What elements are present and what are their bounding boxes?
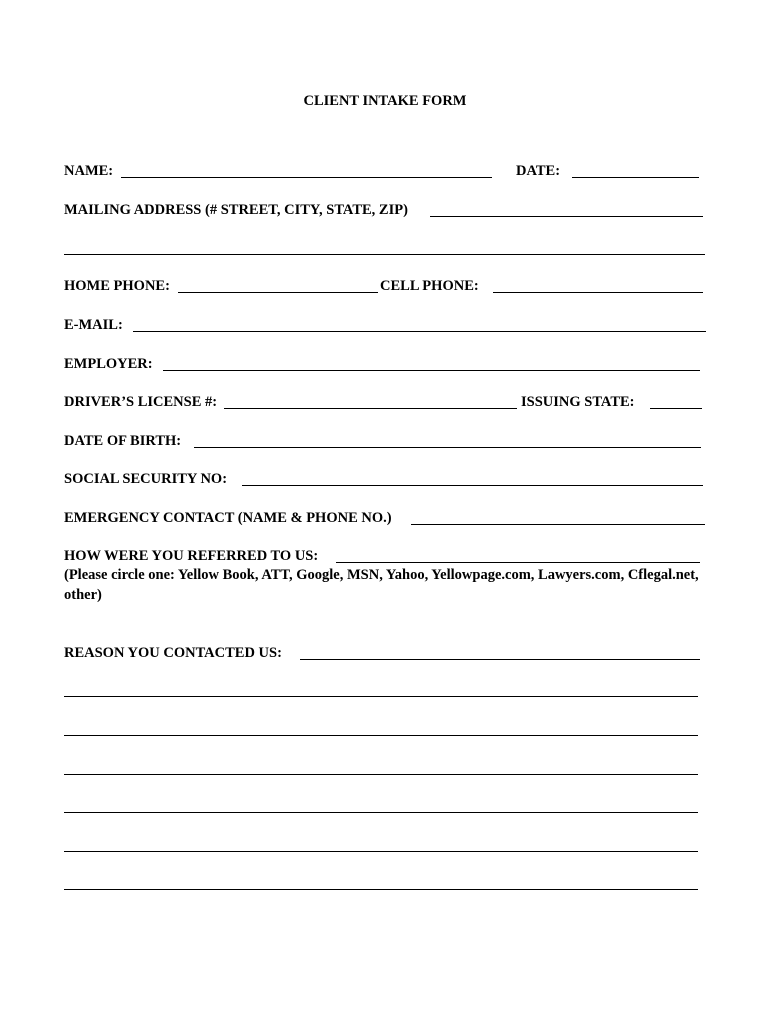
reason-field-line-7[interactable] bbox=[64, 889, 698, 890]
reason-row bbox=[64, 643, 704, 663]
drivers-license-row bbox=[64, 392, 704, 412]
email-field[interactable] bbox=[133, 331, 706, 332]
emergency-contact-field[interactable] bbox=[411, 524, 705, 525]
referred-field[interactable] bbox=[336, 562, 700, 563]
mailing-address-row bbox=[64, 200, 704, 220]
email-label: E-MAIL: bbox=[64, 317, 123, 333]
employer-field[interactable] bbox=[163, 370, 700, 371]
date-field[interactable] bbox=[572, 177, 699, 178]
emergency-contact-row bbox=[64, 508, 706, 528]
reason-label: REASON YOU CONTACTED US: bbox=[64, 645, 282, 661]
phone-row bbox=[64, 276, 704, 296]
emergency-contact-label: EMERGENCY CONTACT (NAME & PHONE NO.) bbox=[64, 510, 392, 526]
name-label: NAME: bbox=[64, 163, 114, 179]
reason-field-line-4[interactable] bbox=[64, 774, 698, 775]
reason-field-line-5[interactable] bbox=[64, 812, 698, 813]
employer-label: EMPLOYER: bbox=[64, 356, 153, 372]
issuing-state-label: ISSUING STATE: bbox=[521, 394, 635, 410]
referral-options-note: (Please circle one: Yellow Book, ATT, Google, MSN, Yahoo, Yellowpage.com, Lawyers.com, Cflegal.net, other) bbox=[64, 567, 699, 603]
drivers-license-label: DRIVER’S LICENSE #: bbox=[64, 394, 218, 410]
ssn-label: SOCIAL SECURITY NO: bbox=[64, 471, 228, 487]
issuing-state-field[interactable] bbox=[650, 408, 702, 409]
name-field[interactable] bbox=[121, 177, 492, 178]
home-phone-field[interactable] bbox=[178, 292, 378, 293]
ssn-row bbox=[64, 469, 704, 489]
cell-phone-label: CELL PHONE: bbox=[380, 278, 479, 294]
referred-label: HOW WERE YOU REFERRED TO US: bbox=[64, 548, 319, 564]
referred-row bbox=[64, 546, 704, 566]
form-title: CLIENT INTAKE FORM bbox=[303, 93, 467, 109]
mailing-address-field[interactable] bbox=[430, 216, 703, 217]
email-row bbox=[64, 315, 707, 335]
reason-field[interactable] bbox=[300, 659, 700, 660]
drivers-license-field[interactable] bbox=[224, 408, 517, 409]
date-label: DATE: bbox=[516, 163, 561, 179]
reason-field-line-6[interactable] bbox=[64, 851, 698, 852]
dob-label: DATE OF BIRTH: bbox=[64, 433, 182, 449]
dob-row bbox=[64, 431, 704, 451]
mailing-address-field-line-2[interactable] bbox=[64, 254, 705, 255]
cell-phone-field[interactable] bbox=[493, 292, 703, 293]
reason-field-line-3[interactable] bbox=[64, 735, 698, 736]
name-date-row bbox=[64, 161, 704, 181]
employer-row bbox=[64, 354, 704, 374]
reason-field-line-2[interactable] bbox=[64, 696, 698, 697]
home-phone-label: HOME PHONE: bbox=[64, 278, 170, 294]
mailing-address-label: MAILING ADDRESS (# STREET, CITY, STATE, ZIP) bbox=[64, 202, 408, 218]
ssn-field[interactable] bbox=[242, 485, 703, 486]
dob-field[interactable] bbox=[194, 447, 701, 448]
